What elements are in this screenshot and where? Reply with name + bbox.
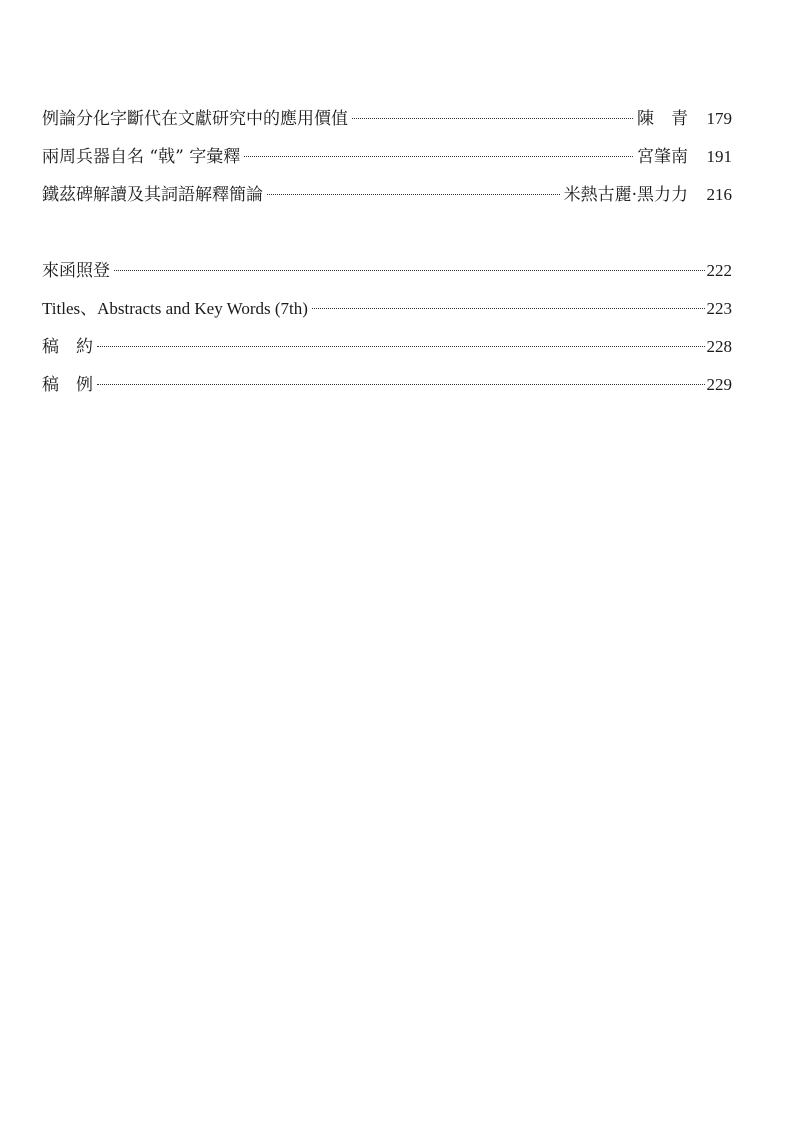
dot-leader [267, 194, 560, 195]
entry-title: 來函照登 [42, 261, 110, 281]
entry-title: 稿 例 [42, 375, 93, 395]
dot-leader [352, 118, 633, 119]
entry-author: 宮肇南 [637, 147, 688, 167]
entry-title: 兩周兵器自名 “戟” 字彙釋 [42, 147, 241, 167]
dot-leader [244, 156, 633, 157]
dot-leader [97, 384, 705, 385]
entry-page: 216 [706, 185, 732, 204]
toc-entry-article[interactable] [42, 142, 732, 180]
toc-entry-article[interactable] [42, 180, 732, 218]
dot-leader [312, 308, 705, 309]
entry-page: 229 [706, 375, 732, 394]
toc-entry-article[interactable] [42, 104, 732, 142]
toc-entry-back-matter[interactable] [42, 370, 732, 408]
entry-page: 222 [706, 261, 732, 280]
entry-author: 米熱古麗·黑力力 [563, 185, 688, 205]
toc-entry-back-matter[interactable] [42, 332, 732, 370]
dot-leader [97, 346, 705, 347]
entry-page: 191 [706, 147, 732, 166]
entry-page: 223 [706, 299, 732, 318]
dot-leader [114, 270, 705, 271]
table-of-contents [42, 104, 732, 408]
entry-page: 179 [706, 109, 732, 128]
entry-title: 稿 約 [42, 337, 93, 357]
entry-title: 例論分化字斷代在文獻研究中的應用價值 [42, 109, 348, 129]
entry-page: 228 [706, 337, 732, 356]
section-spacer [42, 218, 732, 256]
entry-author: 陳 青 [637, 109, 688, 129]
toc-entry-back-matter[interactable] [42, 256, 732, 294]
entry-title: 鐵茲碑解讀及其詞語解釋簡論 [42, 185, 263, 205]
toc-entry-back-matter[interactable] [42, 294, 732, 332]
entry-title: Titles、Abstracts and Key Words (7th) [42, 299, 308, 318]
